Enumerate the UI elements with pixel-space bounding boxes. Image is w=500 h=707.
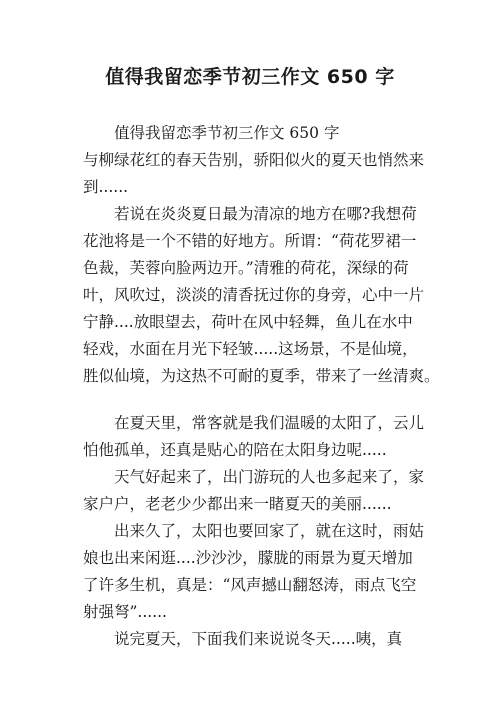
paragraph-line: 在夏天里，常客就是我们温暖的太阳了，云儿 bbox=[114, 414, 425, 432]
paragraph-line: 了许多生机，真是：“风声撼山翻怒涛，雨点飞空 bbox=[83, 576, 417, 594]
paragraph-line: 胜似仙境，为这热不可耐的夏季，带来了一丝清爽。 bbox=[83, 367, 440, 385]
paragraph-line: 怕他孤单，还真是贴心的陪在太阳身边呢..... bbox=[83, 441, 387, 459]
paragraph-line: 若说在炎炎夏日最为清凉的地方在哪?我想荷 bbox=[114, 205, 417, 223]
document-title: 值得我留恋季节初三作文 650 字 bbox=[105, 66, 395, 88]
paragraph-line: 娘也出来闲逛....沙沙沙，朦胧的雨景为夏天增加 bbox=[83, 549, 413, 567]
paragraph-line: 色裁，芙蓉向脸两边开。”清雅的荷花，深绿的荷 bbox=[83, 259, 409, 277]
paragraph-line: 家户户，老老少少都出来一睹夏天的美丽...... bbox=[83, 495, 392, 513]
paragraph-line: 说完夏天，下面我们来说说冬天.....咦，真 bbox=[114, 630, 403, 648]
paragraph-line: 轻戏，水面在月光下轻皱.....这场景，不是仙境， bbox=[83, 340, 418, 358]
paragraph-line: 与柳绿花红的春天告别，骄阳似火的夏天也悄然来 bbox=[83, 151, 425, 169]
paragraph-line: 宁静....放眼望去，荷叶在风中轻舞，鱼儿在水中 bbox=[83, 313, 413, 331]
paragraph-line: 天气好起来了，出门游玩的人也多起来了，家 bbox=[114, 468, 425, 486]
paragraph-line: 叶，风吹过，淡淡的清香抚过你的身旁，心中一片 bbox=[83, 286, 425, 304]
paragraph-line: 出来久了，太阳也要回家了，就在这时，雨姑 bbox=[114, 522, 425, 540]
paragraph-line: 到...... bbox=[83, 178, 129, 196]
paragraph-line: 值得我留恋季节初三作文 650 字 bbox=[114, 124, 340, 142]
paragraph-line: 射强弩”...... bbox=[83, 603, 167, 621]
paragraph-gap bbox=[83, 390, 423, 410]
paragraph-line: 花池将是一个不错的好地方。所谓：“荷花罗裙一 bbox=[83, 232, 417, 250]
document-body bbox=[83, 120, 440, 653]
